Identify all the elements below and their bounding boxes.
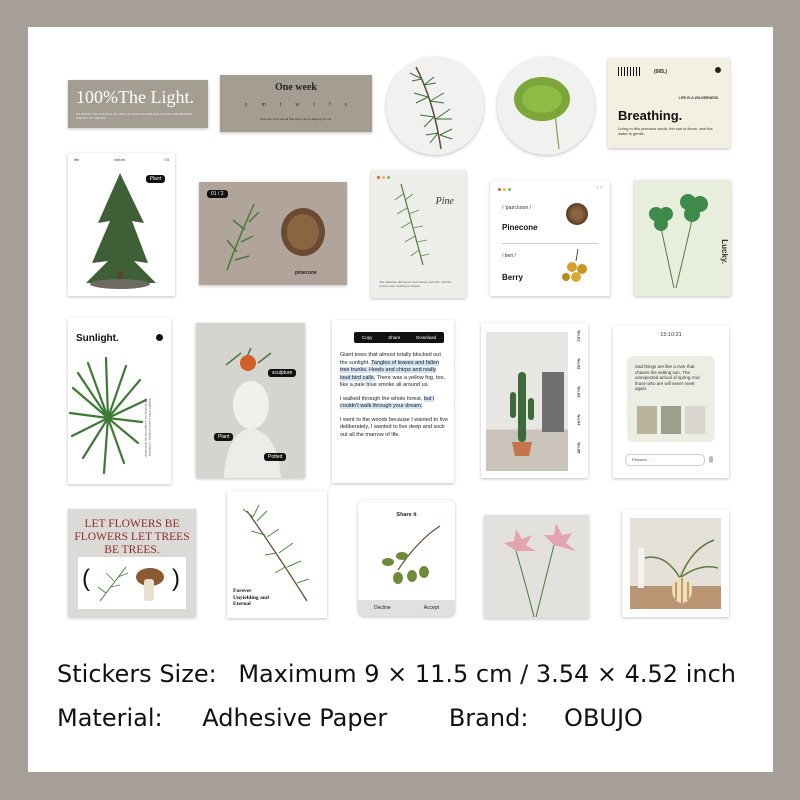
pinecone-illustration [199, 182, 347, 285]
pinecone-code: 01 / 2 [207, 190, 228, 198]
share-decline-button[interactable]: Decline [374, 605, 391, 611]
sticker-one-week [220, 75, 372, 132]
chat-photo-2 [661, 406, 681, 434]
menu-download: Download [416, 335, 437, 340]
green-dot-icon [508, 188, 511, 191]
para-2-highlight: but I couldn't walk through your dream. [340, 395, 435, 409]
traffic-lights [498, 188, 511, 191]
material-value: Adhesive Paper [202, 704, 388, 732]
brand-label: Brand: [448, 704, 529, 732]
berry-illustration [558, 247, 598, 287]
sticker-flowers-trees [68, 509, 196, 617]
yellow-dot-icon [503, 188, 506, 191]
para-3: I went to the woods because I wanted to live deliberately, I wanted to live deep and suck out all the marrow of life. [340, 416, 448, 438]
sticker-forever [227, 491, 327, 618]
share-card [358, 500, 455, 600]
sticker-pinecone [199, 182, 347, 285]
week-days [245, 102, 347, 108]
flowers-text: LET FLOWERS BE FLOWERS LET TREES BE TREES. [74, 518, 190, 556]
dict-divider [502, 243, 598, 244]
dict-phonetic-2: / beri / [502, 253, 516, 259]
share-title: Share it [396, 512, 417, 518]
tree-number: 03 [164, 157, 169, 162]
breathing-body: Living in this precious world, the sun is fierce, and the water is gentle. [618, 126, 713, 136]
tree-nature-label: nature [114, 157, 126, 162]
size-line [57, 660, 736, 688]
paren-left: ( [82, 565, 90, 592]
round-leaf-illustration [497, 57, 595, 155]
sticker-pine-circle [386, 57, 484, 155]
size-label: Stickers Size: [57, 660, 217, 688]
passage [340, 352, 448, 439]
sticker-chat [613, 326, 729, 478]
sticker-text-selection [332, 320, 454, 483]
week-day: w [295, 102, 300, 108]
sticker-leaf-circle [497, 57, 595, 155]
side-tab: No.03 [576, 386, 582, 398]
cactus-illustration [486, 332, 568, 471]
material-label: Material: [57, 704, 163, 732]
vase-photo [630, 518, 721, 609]
pine-tree-illustration [68, 153, 175, 296]
week-day: s [245, 102, 248, 108]
side-tab: No.05 [576, 442, 582, 454]
palm-leaf-illustration [68, 318, 171, 484]
bust-tag-sculpture: sculpture [268, 369, 296, 377]
week-title: One week [275, 82, 317, 93]
para-1-highlight: Tangles of leaves and fallen tree trunks. Howls and chirps and really loud bird calls. [340, 359, 439, 381]
red-dot-icon [498, 188, 501, 191]
week-day: t [280, 102, 282, 108]
bust-tag-potted: Potted [264, 453, 286, 461]
record-icon [715, 67, 721, 73]
sticker-pine-tree [68, 153, 175, 296]
sticker-breathing [608, 58, 730, 148]
pine-branch-illustration [386, 57, 484, 155]
chat-photo-3 [685, 406, 705, 434]
lucky-label: Lucky. [720, 239, 729, 264]
breathing-title: Breathing. [618, 108, 683, 123]
sticker-dictionary [490, 181, 610, 296]
brand-value: OBUJO [564, 704, 643, 732]
side-tab: No.01 [576, 330, 582, 342]
para-2: I walked through the whole forest, [340, 395, 423, 402]
pinecone-thumb-icon [566, 203, 588, 225]
light-title: 100%The Light. [76, 87, 194, 107]
clover-illustration [634, 180, 731, 296]
breathing-tag: LIFE IS A WILDERNESS [678, 96, 718, 100]
sunlight-body: Sunlight is like a warm embrace, comforting and pushing the sunlight into the illumination. [144, 398, 152, 458]
menu-copy: Copy [361, 335, 373, 340]
week-day: s [344, 102, 347, 108]
side-tab: No.04 [576, 414, 582, 426]
light-subtitle: I'LL BRING YOU A BUNCH OF LIGHT AT RAIN FALLING HIGH CLEAR THE BROKEN POETRY OF THE DAY [76, 112, 192, 120]
forever-text: Forever Unyielding and Eternal [233, 588, 269, 607]
size-value: Maximum 9 × 11.5 cm / 3.54 × 4.52 inch [238, 660, 736, 688]
side-tabs [572, 330, 586, 454]
sticker-sunlight [68, 318, 171, 484]
week-day: f [328, 102, 331, 108]
bust-sculpture-illustration [196, 323, 305, 478]
para-1-end: There was a yellow fog, too, like a pale blue smoke all around us. [340, 374, 446, 388]
share-accept-button[interactable]: Accept [423, 605, 439, 611]
sticker-share [358, 500, 455, 616]
week-day: m [261, 102, 266, 108]
sticker-lucky [634, 180, 731, 296]
flowers-photo-box [78, 557, 186, 609]
sprig-and-mushroom-illustration [78, 557, 186, 609]
chat-text: Sad things are like a river that chases the setting sun, The unexpected arrival of spring.And those who are will never meet again. [635, 364, 700, 391]
side-tab: No.02 [576, 358, 582, 370]
pine-needle-illustration [371, 170, 466, 298]
pine-body: The summer afternoon was breezy and still, and the world were looking in breeze. [379, 280, 452, 288]
chat-input [625, 454, 705, 466]
sticker-bust [196, 323, 305, 478]
sticker-cactus [481, 323, 588, 478]
plant-badge: Plant [146, 175, 165, 183]
pink-lily-illustration [484, 515, 589, 618]
material-line [57, 704, 643, 732]
menu-share: Share [388, 335, 401, 340]
week-day: t [313, 102, 315, 108]
pine-title: Pine [435, 196, 454, 207]
dict-word-1: Pinecone [502, 223, 538, 232]
microphone-icon [709, 456, 713, 463]
week-subtitle: Love can time and all that every day is aligning for me. [259, 117, 333, 121]
chat-card [627, 356, 715, 442]
para-1: Giant trees that almost totally blocked out the sunlight. [340, 352, 441, 366]
barcode-icon [618, 67, 640, 76]
sticker-pine-leaf [371, 170, 466, 298]
dict-word-2: Berry [502, 273, 523, 282]
bust-tag-plant: Plant [214, 433, 233, 441]
vase-with-leaves-illustration [630, 518, 721, 609]
nav-arrows-icon: ‹ › [596, 185, 602, 191]
dict-phonetic-1: / 'paɪn,koʊn / [502, 205, 531, 211]
chat-clock: 15:10:21 [660, 332, 682, 338]
chat-photo-1 [637, 406, 657, 434]
breathing-code: (065.) [654, 69, 668, 75]
sunlight-title: Sunlight. [76, 333, 119, 344]
tree-life-label: life [74, 157, 80, 162]
seed-pod-illustration [358, 500, 455, 600]
chat-input-text: Pictures ... [632, 457, 651, 462]
paren-right: ) [172, 565, 180, 592]
sticker-pink-lilies [484, 515, 589, 618]
sticker-the-light [68, 80, 208, 128]
context-menu [354, 332, 444, 343]
sticker-vase [622, 510, 729, 617]
cactus-photo [486, 332, 568, 471]
pinecone-label: pinecone [295, 270, 317, 276]
